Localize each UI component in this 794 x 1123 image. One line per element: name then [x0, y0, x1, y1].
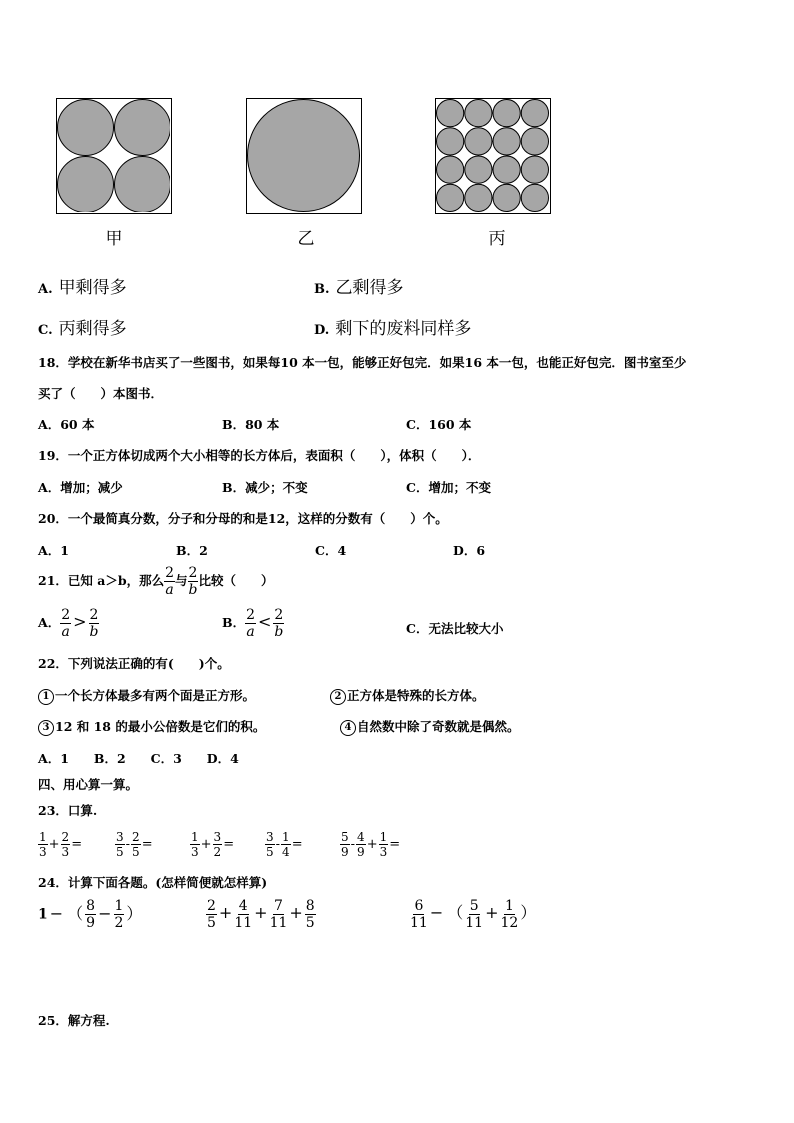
- numerator: 1: [282, 830, 290, 844]
- q17-option-a: [38, 273, 127, 298]
- circle: [465, 100, 492, 127]
- circle: [521, 100, 548, 127]
- q19-option-b: B．减少；不变: [222, 480, 308, 495]
- q21-suffix: 比较（ ）: [198, 573, 274, 588]
- q21-option-c: C．无法比较大小: [406, 621, 504, 636]
- fraction-2-over-b: [273, 608, 284, 639]
- figure-yi-square: [246, 98, 362, 214]
- fraction: [190, 831, 200, 858]
- fraction: [465, 899, 483, 930]
- circle: [437, 156, 464, 183]
- numerator: 3: [213, 830, 222, 844]
- q22-statement-1: [38, 686, 255, 705]
- fraction-2-over-b: [188, 566, 199, 597]
- statement-text: 12 和 18 的最小公倍数是它们的积。: [55, 719, 266, 734]
- denominator: 2: [114, 915, 124, 931]
- q20-option-a: A．1: [38, 543, 69, 558]
- figure-jia-square: [56, 98, 172, 214]
- denominator: 9: [86, 915, 96, 931]
- q20-option-d: D．6: [453, 543, 486, 558]
- option-letter: A.: [38, 282, 53, 297]
- q21-mid: 与: [175, 573, 188, 588]
- option-letter: C.: [38, 323, 53, 338]
- fraction: [213, 831, 223, 858]
- numerator: 2: [274, 607, 284, 623]
- option-text: 剩下的废料同样多: [335, 319, 472, 339]
- circle: [58, 157, 114, 213]
- circle: [521, 128, 548, 155]
- option-text: 乙剩得多: [335, 278, 404, 298]
- fraction: [206, 899, 217, 930]
- fraction: [410, 899, 428, 930]
- q21-prefix: 21．已知 a＞b，那么: [38, 573, 165, 588]
- operator: −: [49, 903, 64, 923]
- denominator: 5: [207, 915, 216, 931]
- numerator: 8: [305, 898, 315, 914]
- circle: [437, 128, 464, 155]
- q22-options: A．1 B．2 C．3 D．4: [38, 751, 239, 766]
- circled-number: 4: [340, 720, 356, 736]
- operator: +: [289, 903, 303, 922]
- numerator: 1: [114, 898, 124, 914]
- denominator: 11: [465, 915, 484, 931]
- equals-sign: =: [71, 837, 83, 852]
- fraction: [305, 899, 316, 930]
- option-letter: D.: [314, 323, 330, 338]
- denominator: 9: [341, 845, 349, 859]
- operator: +: [366, 837, 378, 852]
- operator: +: [218, 903, 233, 922]
- q23-expr-3: [190, 831, 235, 858]
- q18-option-c: C．160 本: [406, 417, 472, 432]
- circle: [493, 156, 520, 183]
- denominator: a: [246, 624, 255, 640]
- fraction: [61, 831, 71, 858]
- fraction: [356, 831, 366, 858]
- equals-sign: =: [223, 837, 235, 852]
- denominator: 3: [191, 845, 199, 859]
- circle: [437, 184, 464, 211]
- numerator: 4: [238, 898, 248, 914]
- circle: [493, 128, 520, 155]
- number: 1: [38, 906, 48, 923]
- figure-label: 乙: [297, 229, 315, 249]
- option-text: 甲剩得多: [58, 278, 127, 298]
- numerator: 6: [414, 898, 424, 914]
- circled-number: 2: [330, 689, 346, 705]
- denominator: 2: [213, 845, 222, 859]
- q24-expr-2: [206, 899, 316, 930]
- denominator: 4: [282, 845, 290, 859]
- denominator: 9: [357, 845, 365, 859]
- circle: [115, 157, 171, 213]
- figure-jia-circles: [57, 99, 170, 212]
- numerator: 2: [89, 607, 99, 623]
- q23-expr-5: [340, 831, 401, 858]
- q24-expr-3: [410, 899, 538, 930]
- q20-text: 20．一个最简真分数，分子和分母的和是12，这样的分数有（ ）个。: [38, 511, 448, 526]
- fraction: [38, 831, 48, 858]
- numerator: 5: [469, 898, 479, 914]
- q19-text: 19．一个正方体切成两个大小相等的长方体后，表面积（ ），体积（ ）．: [38, 448, 481, 463]
- fraction-2-over-a: [164, 566, 175, 597]
- circle: [521, 156, 548, 183]
- option-letter: A．: [38, 615, 61, 630]
- q19-option-a: A．增加；减少: [38, 480, 123, 495]
- numerator: 2: [188, 565, 198, 581]
- numerator: 1: [504, 898, 514, 914]
- fraction: [281, 831, 291, 858]
- q17-option-d: [314, 314, 471, 339]
- numerator: 2: [132, 830, 140, 844]
- figure-yi-circle: [247, 99, 360, 212]
- fraction: [265, 831, 275, 858]
- denominator: 12: [500, 915, 519, 931]
- q22-statement-2: [330, 686, 485, 705]
- numerator: 5: [341, 830, 349, 844]
- fraction-2-over-a: [60, 608, 71, 639]
- circle: [493, 184, 520, 211]
- denominator: 5: [305, 915, 315, 931]
- denominator: 5: [266, 845, 274, 859]
- circled-number: 3: [38, 720, 54, 736]
- denominator: 3: [39, 845, 47, 859]
- denominator: a: [61, 624, 70, 640]
- figure-label: 甲: [105, 229, 123, 249]
- circle: [465, 156, 492, 183]
- circle: [58, 100, 114, 156]
- fraction: [340, 831, 350, 858]
- greater-than-sign: >: [73, 612, 87, 631]
- q22-statement-4: [340, 717, 520, 736]
- q21-option-b: [222, 608, 284, 639]
- numerator: 2: [61, 607, 71, 623]
- fraction: [379, 831, 389, 858]
- operator: +: [48, 837, 60, 852]
- q18-option-a: A．60 本: [38, 417, 95, 432]
- statement-text: 一个长方体最多有两个面是正方形。: [55, 688, 256, 703]
- figure-bing-square: [435, 98, 551, 214]
- fraction: [270, 899, 288, 930]
- equals-sign: =: [141, 837, 153, 852]
- q23-expr-1: [38, 831, 83, 858]
- denominator: 5: [116, 845, 124, 859]
- denominator: 11: [410, 915, 428, 931]
- numerator: 1: [39, 830, 47, 844]
- circle: [493, 100, 520, 127]
- denominator: 5: [132, 845, 140, 859]
- right-paren: ）: [520, 903, 537, 922]
- operator: -: [350, 837, 356, 852]
- equals-sign: =: [389, 837, 401, 852]
- q23-title: 23．口算.: [38, 803, 98, 818]
- q24-title: 24．计算下面各题。(怎样简便就怎样算): [38, 875, 268, 890]
- denominator: a: [165, 582, 174, 598]
- q20-option-b: B．2: [176, 543, 208, 558]
- statement-text: 正方体是特殊的长方体。: [347, 688, 485, 703]
- figure-label: 丙: [488, 229, 506, 249]
- option-text: 丙剩得多: [58, 319, 127, 339]
- numerator: 2: [165, 565, 175, 581]
- denominator: b: [274, 624, 284, 640]
- denominator: 11: [269, 915, 288, 931]
- numerator: 4: [357, 830, 365, 844]
- fraction: [114, 899, 125, 930]
- q21-text: [38, 566, 273, 597]
- circle: [465, 184, 492, 211]
- fraction: [85, 899, 96, 930]
- operator: +: [200, 837, 212, 852]
- circle: [437, 100, 464, 127]
- circled-number: 1: [38, 689, 54, 705]
- numerator: 3: [116, 830, 124, 844]
- denominator: 11: [234, 915, 253, 931]
- operator: +: [485, 903, 499, 922]
- denominator: b: [188, 582, 198, 598]
- circle: [465, 128, 492, 155]
- operator: -: [125, 837, 131, 852]
- q18-option-b: B．80 本: [222, 417, 280, 432]
- operator: +: [254, 903, 268, 922]
- q19-option-c: C．增加；不变: [406, 480, 491, 495]
- fraction: [500, 899, 518, 930]
- numerator: 1: [191, 830, 199, 844]
- fraction-2-over-b: [89, 608, 100, 639]
- fraction: [234, 899, 252, 930]
- left-paren: （: [67, 903, 84, 923]
- q22-statement-3: [38, 717, 265, 736]
- q18-line2: 买了（ ）本图书．: [38, 386, 164, 401]
- denominator: 3: [61, 845, 70, 859]
- denominator: 3: [379, 845, 388, 859]
- operator: −: [98, 903, 112, 923]
- fraction: [131, 831, 141, 858]
- numerator: 2: [246, 607, 255, 623]
- numerator: 8: [86, 898, 96, 914]
- circle: [521, 184, 548, 211]
- numerator: 7: [274, 898, 283, 914]
- q21-option-a: [38, 608, 99, 639]
- q17-option-b: [314, 273, 404, 298]
- operator: -: [275, 837, 281, 852]
- q22-text: 22．下列说法正确的有( )个。: [38, 656, 230, 671]
- option-letter: B．: [222, 615, 246, 630]
- section-heading: 四、用心算一算。: [38, 777, 139, 792]
- q18-line1: 18．学校在新华书店买了一些图书，如果每10 本一包，能够正好包完．如果16 本一包，也能正好包完．图书室至少: [38, 355, 687, 370]
- q17-option-c: [38, 314, 127, 339]
- q20-option-c: C．4: [315, 543, 347, 558]
- numerator: 2: [207, 898, 216, 914]
- figure-bing-circles: [436, 99, 549, 212]
- numerator: 3: [266, 830, 274, 844]
- numerator: 1: [379, 830, 388, 844]
- option-letter: B.: [314, 282, 330, 297]
- denominator: b: [89, 624, 99, 640]
- statement-text: 自然数中除了奇数就是偶然。: [357, 719, 520, 734]
- numerator: 2: [61, 830, 70, 844]
- less-than-sign: <: [258, 612, 272, 631]
- fraction-2-over-a: [245, 608, 256, 639]
- circle: [115, 100, 171, 156]
- right-paren: ）: [126, 903, 143, 923]
- q25-title: 25．解方程.: [38, 1013, 110, 1028]
- fraction: [115, 831, 125, 858]
- q23-expr-4: [265, 831, 304, 858]
- operator: −: [429, 903, 444, 922]
- left-paren: （: [447, 903, 464, 922]
- equals-sign: =: [291, 837, 303, 852]
- q24-expr-1: [38, 899, 144, 930]
- circle: [248, 100, 360, 212]
- q23-expr-2: [115, 831, 154, 858]
